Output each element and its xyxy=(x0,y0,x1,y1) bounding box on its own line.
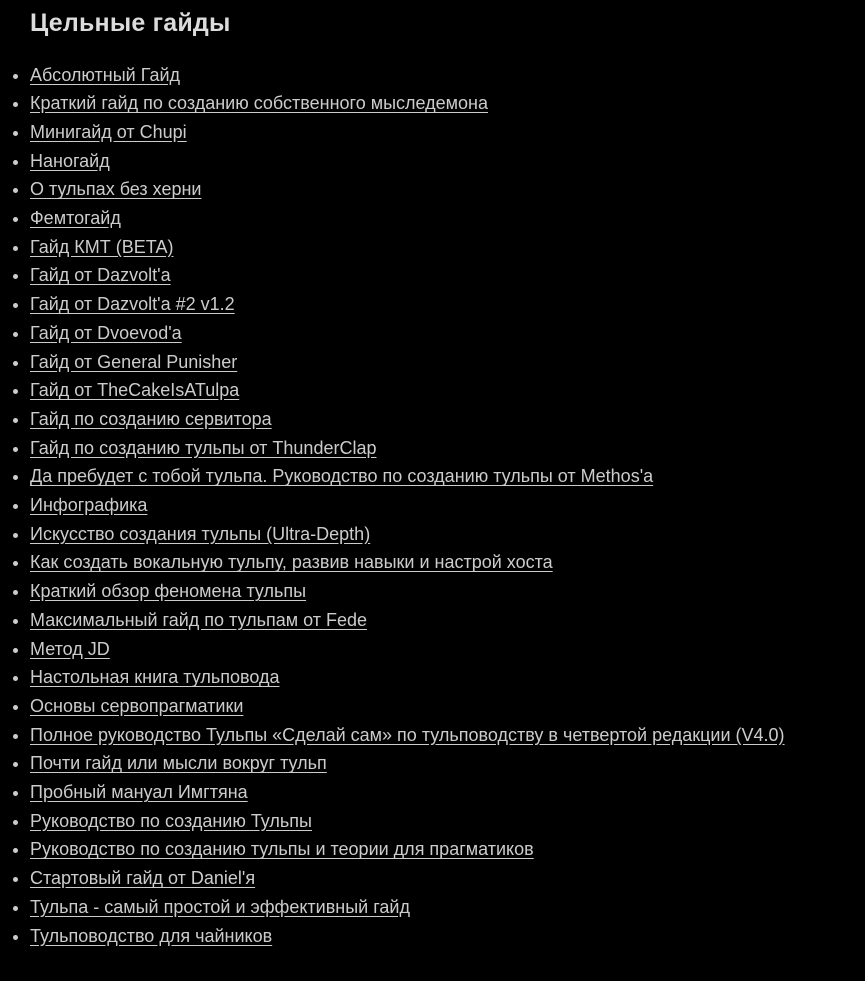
page-title: Цельные гайды xyxy=(30,9,231,37)
guide-link[interactable]: О тульпах без херни xyxy=(30,179,202,200)
guide-link[interactable]: Метод JD xyxy=(30,638,110,659)
list-item xyxy=(30,663,835,692)
list-item xyxy=(30,606,835,635)
guide-link[interactable]: Искусство создания тульпы (Ultra-Depth) xyxy=(30,523,371,544)
list-item xyxy=(30,376,835,405)
guide-link[interactable]: Гайд от Dazvolt'a xyxy=(30,265,171,286)
list-item xyxy=(30,778,835,807)
list-item xyxy=(30,577,835,606)
list-item xyxy=(30,462,835,491)
guide-link[interactable]: Как создать вокальную тульпу, развив навыки и настрой хоста xyxy=(30,552,553,573)
list-item xyxy=(30,548,835,577)
guide-link[interactable]: Гайд КМТ (BETA) xyxy=(30,236,174,257)
list-item xyxy=(30,520,835,549)
guide-link[interactable]: Краткий гайд по созданию собственного мыследемона xyxy=(30,93,489,114)
list-item xyxy=(30,692,835,721)
list-item xyxy=(30,922,835,951)
guide-link[interactable]: Стартовый гайд от Daniel'я xyxy=(30,868,256,889)
guide-link[interactable]: Гайд от Dazvolt'a #2 v1.2 xyxy=(30,294,235,315)
guide-link[interactable]: Наногайд xyxy=(30,150,110,171)
list-item xyxy=(30,635,835,664)
guides-list xyxy=(0,61,835,951)
guide-link[interactable]: Инфографика xyxy=(30,495,148,516)
list-item xyxy=(30,261,835,290)
list-item xyxy=(30,434,835,463)
guide-link[interactable]: Тульповодство для чайников xyxy=(30,925,273,946)
guide-link[interactable]: Да пребудет с тобой тульпа. Руководство по созданию тульпы от Methos'a xyxy=(30,466,654,487)
guide-link[interactable]: Тульпа - самый простой и эффективный гайд xyxy=(30,896,410,917)
guide-link[interactable]: Почти гайд или мысли вокруг тульп xyxy=(30,753,327,774)
list-item xyxy=(30,749,835,778)
list-item xyxy=(30,405,835,434)
list-item xyxy=(30,864,835,893)
guide-link[interactable]: Абсолютный Гайд xyxy=(30,64,181,85)
list-item xyxy=(30,89,835,118)
list-item xyxy=(30,290,835,319)
guide-link[interactable]: Руководство по созданию тульпы и теории для прагматиков xyxy=(30,839,534,860)
guide-link[interactable]: Гайд от Dvoevod'a xyxy=(30,322,182,343)
guide-link[interactable]: Гайд по созданию сервитора xyxy=(30,408,272,429)
guide-link[interactable]: Фемтогайд xyxy=(30,208,121,229)
guide-link[interactable]: Максимальный гайд по тульпам от Fede xyxy=(30,609,367,630)
list-item xyxy=(30,61,835,90)
list-item xyxy=(30,319,835,348)
guide-link[interactable]: Настольная книга тульповода xyxy=(30,667,280,688)
guide-link[interactable]: Гайд от TheCakeIsATulpa xyxy=(30,380,240,401)
list-item xyxy=(30,835,835,864)
list-item xyxy=(30,721,835,750)
list-item xyxy=(30,348,835,377)
guide-link[interactable]: Руководство по созданию Тульпы xyxy=(30,810,312,831)
guide-link[interactable]: Минигайд от Chupi xyxy=(30,121,187,142)
guide-link[interactable]: Гайд от General Punisher xyxy=(30,351,238,372)
guide-link[interactable]: Гайд по созданию тульпы от ThunderClap xyxy=(30,437,377,458)
list-item xyxy=(30,204,835,233)
list-item xyxy=(30,147,835,176)
guide-link[interactable]: Полное руководство Тульпы «Сделай сам» по тульповодству в четвертой редакции (V4.0) xyxy=(30,724,785,745)
list-item xyxy=(30,175,835,204)
guide-link[interactable]: Пробный мануал Имгтяна xyxy=(30,782,248,803)
list-item xyxy=(30,233,835,262)
guide-link[interactable]: Основы сервопрагматики xyxy=(30,695,244,716)
list-item xyxy=(30,491,835,520)
list-item xyxy=(30,893,835,922)
list-item xyxy=(30,118,835,147)
guide-link[interactable]: Краткий обзор феномена тульпы xyxy=(30,581,307,602)
list-item xyxy=(30,807,835,836)
